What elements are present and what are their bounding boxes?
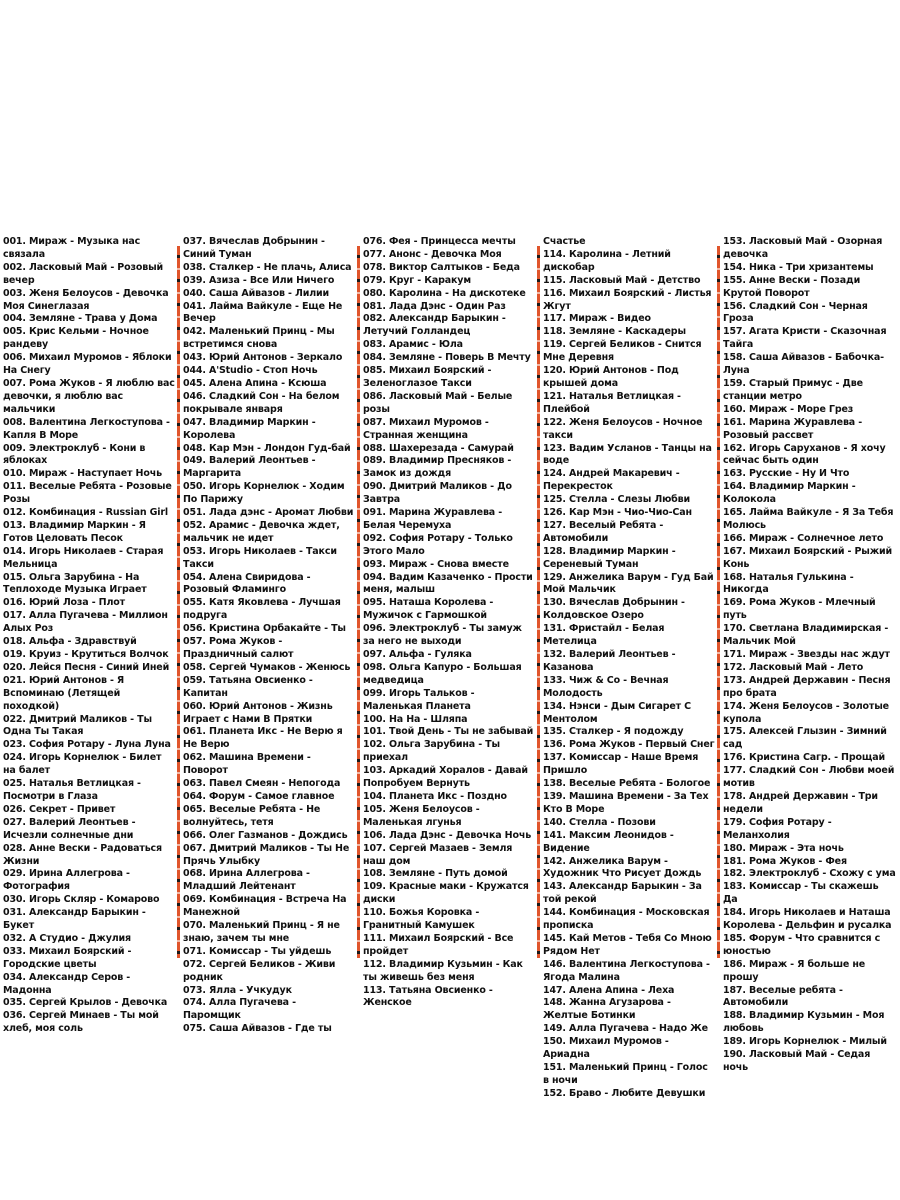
track-entry: 125. Стелла - Слезы Любви bbox=[543, 494, 691, 506]
track-entry: 106. Лада Дэнс - Девочка Ночь bbox=[363, 829, 532, 841]
track-entry: 102. Ольга Зарубина - Ты приехал bbox=[363, 739, 500, 764]
track-entry: 145. Кай Метов - Тебя Со Мною Рядом Нет bbox=[543, 932, 712, 957]
track-entry: 044. A'Studio - Стоп Ночь bbox=[183, 365, 318, 377]
track-entry: 150. Михаил Муромов - Ариадна bbox=[543, 1036, 669, 1061]
track-entry: 184. Игорь Николаев и Наташа Королева - Дельфин и русалка bbox=[723, 907, 892, 932]
track-entry: 164. Владимир Маркин - Колокола bbox=[723, 481, 856, 506]
track-entry: 190. Ласковый Май - Седая ночь bbox=[723, 1049, 871, 1073]
track-entry: 077. Анонс - Девочка Моя bbox=[363, 248, 502, 260]
track-entry: 095. Наташа Королева - Мужичок с Гармошкой bbox=[363, 597, 494, 622]
track-entry: 175. Алексей Глызин - Зимний сад bbox=[723, 726, 887, 751]
track-entry: 149. Алла Пугачева - Надо Же bbox=[543, 1023, 708, 1035]
track-entry: 139. Машина Времени - За Тех Кто В Море bbox=[543, 790, 709, 815]
track-entry: 070. Маленький Принц - Я не знаю, зачем ты мне bbox=[183, 920, 340, 944]
track-entry: 002. Ласковый Май - Розовый вечер bbox=[3, 261, 164, 286]
track-entry: 129. Анжелика Варум - Гуд Бай Мой Мальчик bbox=[543, 571, 714, 596]
track-entry: 015. Ольга Зарубина - На Теплоходе Музыка Играет bbox=[3, 571, 147, 596]
track-entry: 154. Ника - Три хризантемы bbox=[723, 261, 874, 273]
track-entry: 065. Веселые Ребята - Не волнуйтесь, тетя bbox=[183, 803, 321, 828]
track-entry: 107. Сергей Мазаев - Земля наш дом bbox=[363, 842, 513, 867]
track-entry: 069. Комбинация - Встреча На Манежной bbox=[183, 894, 347, 919]
track-entry: 093. Мираж - Снова вместе bbox=[363, 558, 509, 570]
track-entry: 045. Алена Апина - Ксюша bbox=[183, 377, 327, 389]
track-entry: 155. Анне Вески - Позади Крутой Поворот bbox=[723, 274, 861, 299]
track-entry: 064. Форум - Самое главное bbox=[183, 790, 335, 802]
track-entry: 023. София Ротару - Луна Луна bbox=[3, 739, 171, 751]
track-entry: 168. Наталья Гулькина - Никогда bbox=[723, 571, 854, 596]
tracklist-column-1 bbox=[0, 236, 180, 1035]
track-entry: 081. Лада Дэнс - Один Раз bbox=[363, 300, 506, 312]
track-entry: 173. Андрей Державин - Песня про брата bbox=[723, 674, 891, 699]
track-entry: 088. Шахерезада - Самурай bbox=[363, 442, 514, 454]
track-entry: 010. Мираж - Наступает Ночь bbox=[3, 468, 162, 480]
track-entry: 101. Твой День - Ты не забывай bbox=[363, 726, 534, 738]
track-entry: 132. Валерий Леонтьев - Казанова bbox=[543, 649, 676, 673]
track-entry: 174. Женя Белоусов - Золотые купола bbox=[723, 700, 889, 725]
track-entry: 016. Юрий Лоза - Плот bbox=[3, 597, 126, 609]
track-entry: 053. Игорь Николаев - Такси Такси bbox=[183, 545, 337, 570]
track-entry: 158. Саша Айвазов - Бабочка-Луна bbox=[723, 352, 884, 377]
track-entry: 073. Ялла - Учкудук bbox=[183, 984, 292, 996]
track-entry: 056. Кристина Орбакайте - Ты bbox=[183, 623, 346, 635]
track-entry: 105. Женя Белоусов - Маленькая лгунья bbox=[363, 803, 480, 828]
track-entry: 130. Вячеслав Добрынин - Колдовское Озеро bbox=[543, 597, 685, 622]
track-entry: 042. Маленький Принц - Мы встретимся снова bbox=[183, 326, 335, 351]
track-entry: 037. Вячеслав Добрынин - Синий Туман bbox=[183, 236, 325, 260]
track-entry: 114. Каролина - Летний дискобар bbox=[543, 248, 671, 273]
track-entry: 177. Сладкий Сон - Любви моей мотив bbox=[723, 765, 895, 790]
track-entry: 006. Михаил Муромов - Яблоки На Снегу bbox=[3, 352, 172, 377]
track-entry: 119. Сергей Беликов - Снится Мне Деревня bbox=[543, 339, 702, 364]
track-entry: 146. Валентина Легкоступова - Ягода Малина bbox=[543, 958, 710, 983]
track-entry: 031. Александр Барыкин - Букет bbox=[3, 907, 146, 932]
track-entry: 076. Фея - Принцесса мечты bbox=[363, 236, 516, 247]
track-entry: 159. Старый Примус - Две станции метро bbox=[723, 377, 863, 402]
track-entry: 014. Игорь Николаев - Старая Мельница bbox=[3, 545, 164, 570]
track-entry: 176. Кристина Сагр. - Прощай bbox=[723, 752, 886, 764]
track-entry: 074. Алла Пугачева - Паромщик bbox=[183, 997, 296, 1022]
track-entry: 181. Рома Жуков - Фея bbox=[723, 855, 847, 867]
track-entry: 066. Олег Газманов - Дождись bbox=[183, 829, 348, 841]
track-entry: 110. Божья Коровка - Гранитный Камушек bbox=[363, 907, 480, 932]
track-entry: 003. Женя Белоусов - Девочка Моя Синеглазая bbox=[3, 287, 169, 312]
track-entry: 008. Валентина Легкоступова - Капля В Море bbox=[3, 416, 170, 441]
tracklist-column-4 bbox=[540, 236, 720, 1099]
track-entry: 079. Круг - Каракум bbox=[363, 274, 471, 286]
track-entry: 013. Владимир Маркин - Я Готов Целовать Песок bbox=[3, 519, 146, 544]
track-entry: 170. Светлана Владимирская - Мальчик Мой bbox=[723, 623, 889, 648]
track-entry: 086. Ласковый Май - Белые розы bbox=[363, 390, 513, 415]
track-entry: 160. Мираж - Море Грез bbox=[723, 403, 854, 415]
track-entry: 137. Комиссар - Наше Время Пришло bbox=[543, 752, 699, 777]
track-entry: 169. Рома Жуков - Млечный путь bbox=[723, 597, 876, 622]
tracklist-column-5 bbox=[720, 236, 900, 1073]
track-entry: 082. Александр Барыкин - Летучий Голландец bbox=[363, 313, 506, 338]
track-entry: 167. Михаил Боярский - Рыжий Конь bbox=[723, 545, 893, 570]
track-entry: 071. Комиссар - Ты уйдешь bbox=[183, 945, 332, 957]
track-entry: 030. Игорь Скляр - Комарово bbox=[3, 894, 160, 906]
track-entry: 001. Мираж - Музыка нас связала bbox=[3, 236, 141, 260]
tracklist-column-3 bbox=[360, 236, 540, 1009]
track-entry: Счастье bbox=[543, 236, 586, 247]
track-entry: 180. Мираж - Эта ночь bbox=[723, 842, 844, 854]
track-entry: 131. Фристайл - Белая Метелица bbox=[543, 623, 665, 648]
track-entry: 144. Комбинация - Московская прописка bbox=[543, 907, 710, 932]
track-entry: 187. Веселые ребята - Автомобили bbox=[723, 984, 843, 1009]
tracklist-sheet bbox=[0, 236, 900, 1099]
track-entry: 012. Комбинация - Russian Girl bbox=[3, 507, 169, 519]
track-entry: 043. Юрий Антонов - Зеркало bbox=[183, 352, 343, 364]
track-entry: 036. Сергей Минаев - Ты мой хлеб, моя соль bbox=[3, 1010, 159, 1035]
track-entry: 104. Планета Икс - Поздно bbox=[363, 790, 507, 802]
track-entry: 161. Марина Журавлева - Розовый рассвет bbox=[723, 416, 863, 441]
track-entry: 041. Лайма Вайкуле - Еще Не Вечер bbox=[183, 300, 343, 325]
track-entry: 051. Лада дэнс - Аромат Любви bbox=[183, 507, 354, 519]
track-entry: 057. Рома Жуков - Праздничный салют bbox=[183, 636, 294, 660]
track-entry: 152. Браво - Любите Девушки bbox=[543, 1087, 706, 1099]
track-entry: 060. Юрий Антонов - Жизнь Играет с Нами В Прятки bbox=[183, 700, 333, 725]
track-entry: 122. Женя Белоусов - Ночное такси bbox=[543, 416, 703, 441]
track-entry: 040. Саша Айвазов - Лилии bbox=[183, 287, 330, 299]
track-entry: 109. Красные маки - Кружатся диски bbox=[363, 881, 529, 906]
track-entry: 028. Анне Вески - Радоваться Жизни bbox=[3, 842, 162, 867]
track-entry: 142. Анжелика Варум - Художник Что Рисует Дождь bbox=[543, 855, 702, 880]
track-entry: 118. Земляне - Каскадеры bbox=[543, 326, 686, 338]
track-entry: 021. Юрий Антонов - Я Вспоминаю (Летящей походкой) bbox=[3, 674, 125, 712]
track-entry: 148. Жанна Агузарова - Желтые Ботинки bbox=[543, 997, 671, 1022]
track-entry: 156. Сладкий Сон - Черная Гроза bbox=[723, 300, 868, 325]
track-entry: 098. Ольга Капуро - Большая медведица bbox=[363, 661, 522, 686]
track-entry: 115. Ласковый Май - Детство bbox=[543, 274, 701, 286]
track-entry: 052. Арамис - Девочка ждет, мальчик не идет bbox=[183, 519, 340, 544]
track-entry: 120. Юрий Антонов - Под крышей дома bbox=[543, 365, 679, 389]
track-entry: 097. Альфа - Гуляка bbox=[363, 649, 472, 660]
track-entry: 171. Мираж - Звезды нас ждут bbox=[723, 649, 890, 660]
track-entry: 005. Крис Кельми - Ночное рандеву bbox=[3, 326, 149, 351]
track-entry: 133. Чиж & Со - Вечная Молодость bbox=[543, 674, 669, 699]
track-entry: 061. Планета Икс - Не Верю я Не Верю bbox=[183, 726, 343, 751]
track-entry: 157. Агата Кристи - Сказочная Тайга bbox=[723, 326, 887, 351]
track-entry: 062. Машина Времени - Поворот bbox=[183, 752, 311, 777]
track-entry: 017. Алла Пугачева - Миллион Алых Роз bbox=[3, 610, 168, 635]
track-entry: 047. Владимир Маркин - Королева bbox=[183, 416, 316, 441]
track-entry: 032. А Студио - Джулия bbox=[3, 932, 132, 944]
track-entry: 067. Дмитрий Маликов - Ты Не Прячь Улыбку bbox=[183, 842, 350, 867]
track-entry: 143. Александр Барыкин - За той рекой bbox=[543, 881, 702, 906]
track-entry: 068. Ирина Аллегрова - Младший Лейтенант bbox=[183, 868, 310, 893]
track-entry: 035. Сергей Крылов - Девочка bbox=[3, 997, 168, 1009]
track-entry: 100. На На - Шляпа bbox=[363, 713, 468, 725]
track-entry: 087. Михаил Муромов - Странная женщина bbox=[363, 416, 489, 441]
track-entry: 113. Татьяна Овсиенко - Женское bbox=[363, 984, 493, 1009]
track-entry: 048. Кар Мэн - Лондон Гуд-бай bbox=[183, 442, 351, 454]
track-entry: 063. Павел Смеян - Непогода bbox=[183, 778, 341, 790]
track-entry: 123. Вадим Усланов - Танцы на воде bbox=[543, 442, 712, 467]
track-entry: 046. Сладкий Сон - На белом покрывале января bbox=[183, 390, 340, 415]
track-entry: 085. Михаил Боярский - Зеленоглазое Такси bbox=[363, 365, 492, 389]
track-entry: 090. Дмитрий Маликов - До Завтра bbox=[363, 481, 512, 506]
track-entry: 092. София Ротару - Только Этого Мало bbox=[363, 532, 513, 557]
track-entry: 091. Марина Журавлева - Белая Черемуха bbox=[363, 507, 503, 531]
track-entry: 007. Рома Жуков - Я люблю вас девочки, я люблю вас мальчики bbox=[3, 377, 175, 415]
track-entry: 027. Валерий Леонтьев - Исчезли солнечные дни bbox=[3, 816, 136, 841]
track-entry: 011. Веселые Ребята - Розовые Розы bbox=[3, 481, 172, 506]
track-entry: 072. Сергей Беликов - Живи родник bbox=[183, 958, 336, 983]
track-entry: 009. Электроклуб - Кони в яблоках bbox=[3, 442, 146, 467]
track-entry: 163. Русские - Ну И Что bbox=[723, 468, 850, 480]
track-entry: 127. Веселый Ребята - Автомобили bbox=[543, 519, 664, 544]
track-entry: 135. Сталкер - Я подожду bbox=[543, 726, 684, 738]
track-entry: 124. Андрей Макаревич - Перекресток bbox=[543, 468, 680, 493]
track-entry: 055. Катя Яковлева - Лучшая подруга bbox=[183, 597, 341, 622]
track-entry: 039. Азиза - Все Или Ничего bbox=[183, 274, 335, 286]
track-entry: 126. Кар Мэн - Чио-Чио-Сан bbox=[543, 507, 692, 519]
track-entry: 178. Андрей Державин - Три недели bbox=[723, 790, 878, 815]
track-entry: 183. Комиссар - Ты скажешь Да bbox=[723, 881, 879, 906]
track-entry: 140. Стелла - Позови bbox=[543, 816, 656, 828]
track-entry: 080. Каролина - На дискотеке bbox=[363, 287, 526, 299]
track-entry: 188. Владимир Кузьмин - Моя любовь bbox=[723, 1010, 885, 1035]
track-entry: 111. Михаил Боярский - Все пройдет bbox=[363, 932, 514, 957]
track-entry: 116. Михаил Боярский - Листья Жгут bbox=[543, 287, 712, 312]
track-entry: 058. Сергей Чумаков - Женюсь bbox=[183, 661, 351, 673]
track-entry: 078. Виктор Салтыков - Беда bbox=[363, 261, 520, 273]
tracklist-column-2 bbox=[180, 236, 360, 1035]
track-entry: 179. София Ротару - Меланхолия bbox=[723, 816, 832, 841]
track-entry: 121. Наталья Ветлицкая - Плейбой bbox=[543, 390, 681, 415]
track-entry: 186. Мираж - Я больше не прошу bbox=[723, 958, 866, 983]
track-entry: 189. Игорь Корнелюк - Милый bbox=[723, 1036, 887, 1048]
track-entry: 134. Нэнси - Дым Сигарет С Ментолом bbox=[543, 700, 691, 725]
track-entry: 089. Владимир Пресняков - Замок из дождя bbox=[363, 455, 512, 480]
track-entry: 147. Алена Апина - Леха bbox=[543, 984, 675, 996]
track-entry: 020. Лейся Песня - Синий Иней bbox=[3, 661, 170, 673]
track-entry: 096. Электроклуб - Ты замуж за него не выходи bbox=[363, 623, 522, 648]
track-entry: 038. Сталкер - Не плачь, Алиса bbox=[183, 261, 352, 273]
track-entry: 049. Валерий Леонтьев - Маргарита bbox=[183, 455, 316, 480]
track-entry: 004. Земляне - Трава у Дома bbox=[3, 313, 158, 325]
track-entry: 018. Альфа - Здравствуй bbox=[3, 636, 137, 648]
track-entry: 094. Вадим Казаченко - Прости меня, малыш bbox=[363, 571, 533, 596]
track-entry: 128. Владимир Маркин - Сереневый Туман bbox=[543, 545, 676, 570]
track-entry: 112. Владимир Кузьмин - Как ты живешь без меня bbox=[363, 958, 523, 983]
track-entry: 022. Дмитрий Маликов - Ты Одна Ты Такая bbox=[3, 713, 152, 738]
track-entry: 034. Александр Серов - Мадонна bbox=[3, 971, 131, 996]
track-entry: 151. Маленький Принц - Голос в ночи bbox=[543, 1062, 708, 1086]
track-entry: 050. Игорь Корнелюк - Ходим По Парижу bbox=[183, 481, 345, 506]
track-entry: 162. Игорь Саруханов - Я хочу сейчас быть один bbox=[723, 442, 886, 467]
track-entry: 153. Ласковый Май - Озорная девочка bbox=[723, 236, 883, 260]
track-entry: 138. Веселые Ребята - Бологое bbox=[543, 778, 711, 790]
track-entry: 026. Секрет - Привет bbox=[3, 803, 116, 815]
track-entry: 141. Максим Леонидов - Видение bbox=[543, 829, 674, 854]
track-entry: 033. Михаил Боярский - Городские цветы bbox=[3, 945, 132, 970]
track-entry: 084. Земляне - Поверь В Мечту bbox=[363, 352, 531, 364]
track-entry: 099. Игорь Тальков - Маленькая Планета bbox=[363, 687, 475, 712]
track-entry: 136. Рома Жуков - Первый Снег bbox=[543, 739, 715, 751]
track-entry: 185. Форум - Что сравнится с юностью bbox=[723, 932, 881, 957]
track-entry: 172. Ласковый Май - Лето bbox=[723, 661, 864, 673]
track-entry: 019. Круиз - Крутиться Волчок bbox=[3, 649, 169, 660]
track-entry: 054. Алена Свиридова - Розовый Фламинго bbox=[183, 571, 311, 596]
track-entry: 165. Лайма Вайкуле - Я За Тебя Молюсь bbox=[723, 507, 894, 531]
track-entry: 075. Саша Айвазов - Где ты bbox=[183, 1023, 332, 1035]
track-entry: 025. Наталья Ветлицкая - Посмотри в Глаза bbox=[3, 778, 141, 802]
track-entry: 024. Игорь Корнелюк - Билет на балет bbox=[3, 752, 162, 777]
track-entry: 029. Ирина Аллегрова - Фотография bbox=[3, 868, 130, 893]
track-entry: 083. Арамис - Юла bbox=[363, 339, 463, 351]
track-entry: 059. Татьяна Овсиенко - Капитан bbox=[183, 674, 313, 699]
track-entry: 182. Электроклуб - Схожу с ума bbox=[723, 868, 896, 880]
track-entry: 117. Мираж - Видео bbox=[543, 313, 651, 325]
track-entry: 108. Земляне - Путь домой bbox=[363, 868, 508, 880]
track-entry: 103. Аркадий Хоралов - Давай Попробуем Вернуть bbox=[363, 765, 528, 790]
track-entry: 166. Мираж - Солнечное лето bbox=[723, 532, 884, 544]
